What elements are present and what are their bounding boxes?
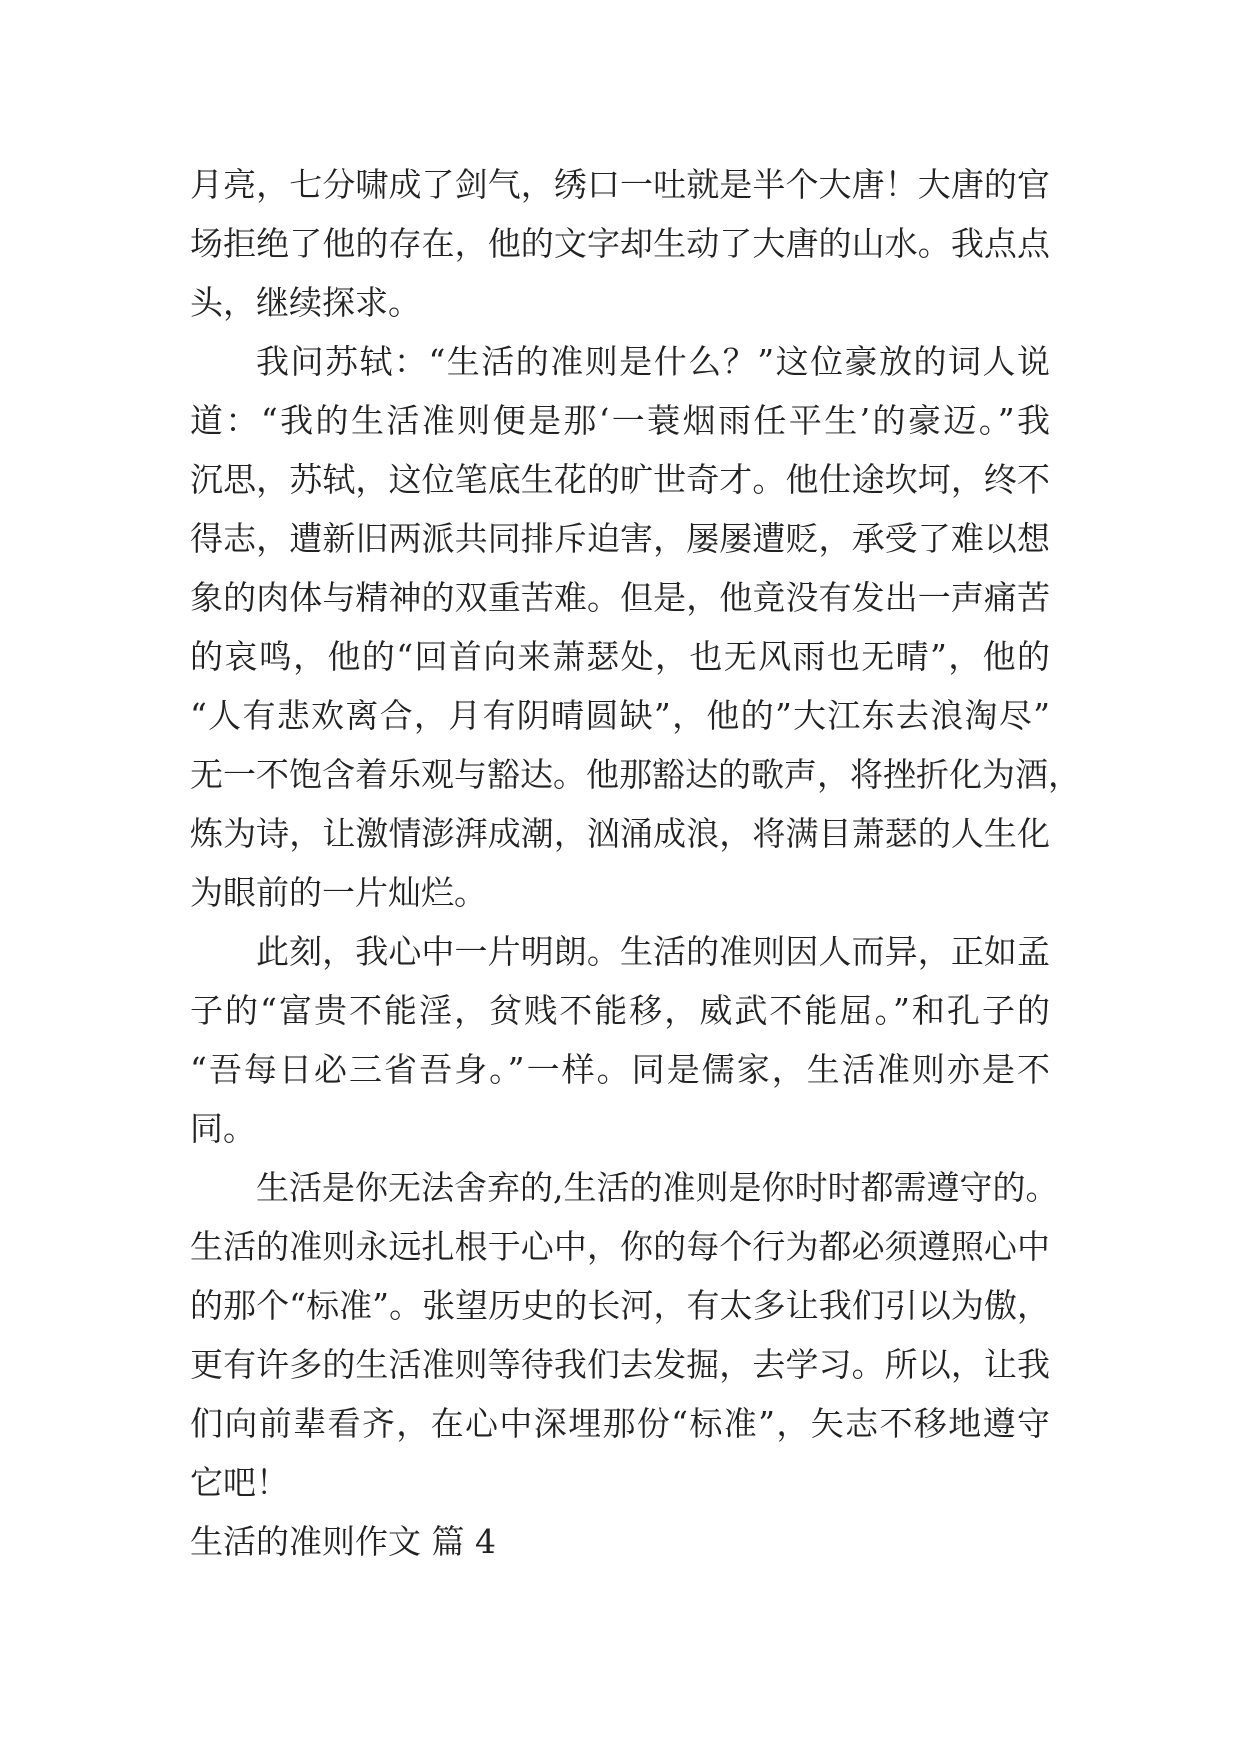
text-line: 同。	[190, 1109, 256, 1148]
text-line: 得志，遭新旧两派共同排斥迫害，屡屡遭贬，承受了难以想	[190, 519, 1050, 558]
text-line: 道：“我的生活准则便是那‘一蓑烟雨任平生’的豪迈。”我	[190, 401, 1050, 440]
text-line: 此刻，我心中一片明朗。生活的准则因人而异，正如孟	[256, 932, 1050, 971]
text-line: 它吧！	[190, 1463, 289, 1502]
text-line: 沉思，苏轼，这位笔底生花的旷世奇才。他仕途坎坷，终不	[190, 460, 1050, 499]
document-body	[190, 155, 1081, 1571]
text-line: 无一不饱含着乐观与豁达。他那豁达的歌声，将挫折化为酒，	[190, 755, 1081, 794]
text-line: 我问苏轼：“生活的准则是什么？”这位豪放的词人说	[256, 342, 1050, 381]
text-line: 月亮，七分啸成了剑气，绣口一吐就是半个大唐！大唐的官	[190, 165, 1050, 204]
text-line: 的哀鸣，他的“回首向来萧瑟处，也无风雨也无晴”，他的	[190, 637, 1050, 676]
paragraph	[190, 1158, 1059, 1512]
text-line: 象的肉体与精神的双重苦难。但是，他竟没有发出一声痛苦	[190, 578, 1050, 617]
text-line: 更有许多的生活准则等待我们去发掘，去学习。所以，让我	[190, 1345, 1050, 1384]
text-line: 们向前辈看齐，在心中深埋那份“标准”，矢志不移地遵守	[190, 1404, 1050, 1443]
section-heading: 生活的准则作文 篇 4	[190, 1522, 496, 1561]
text-line: 场拒绝了他的存在，他的文字却生动了大唐的山水。我点点	[190, 224, 1050, 263]
text-line: 生活是你无法舍弃的,生活的准则是你时时都需遵守的。	[256, 1168, 1059, 1207]
text-line: 生活的准则永远扎根于心中，你的每个行为都必须遵照心中	[190, 1227, 1050, 1266]
text-line: “人有悲欢离合，月有阴晴圆缺”，他的”大江东去浪淘尽”	[190, 696, 1050, 735]
text-line: 头，继续探求。	[190, 283, 421, 322]
paragraph	[190, 922, 1050, 1158]
paragraph	[190, 155, 1050, 332]
text-line: 的那个“标准”。张望历史的长河，有太多让我们引以为傲，	[190, 1286, 1050, 1325]
paragraph	[190, 332, 1081, 922]
text-line: 为眼前的一片灿烂。	[190, 873, 487, 912]
text-line: “吾每日必三省吾身。”一样。同是儒家，生活准则亦是不	[190, 1050, 1050, 1089]
text-line: 炼为诗，让激情澎湃成潮，汹涌成浪，将满目萧瑟的人生化	[190, 814, 1050, 853]
text-line: 子的“富贵不能淫，贫贱不能移，威武不能屈。”和孔子的	[190, 991, 1050, 1030]
